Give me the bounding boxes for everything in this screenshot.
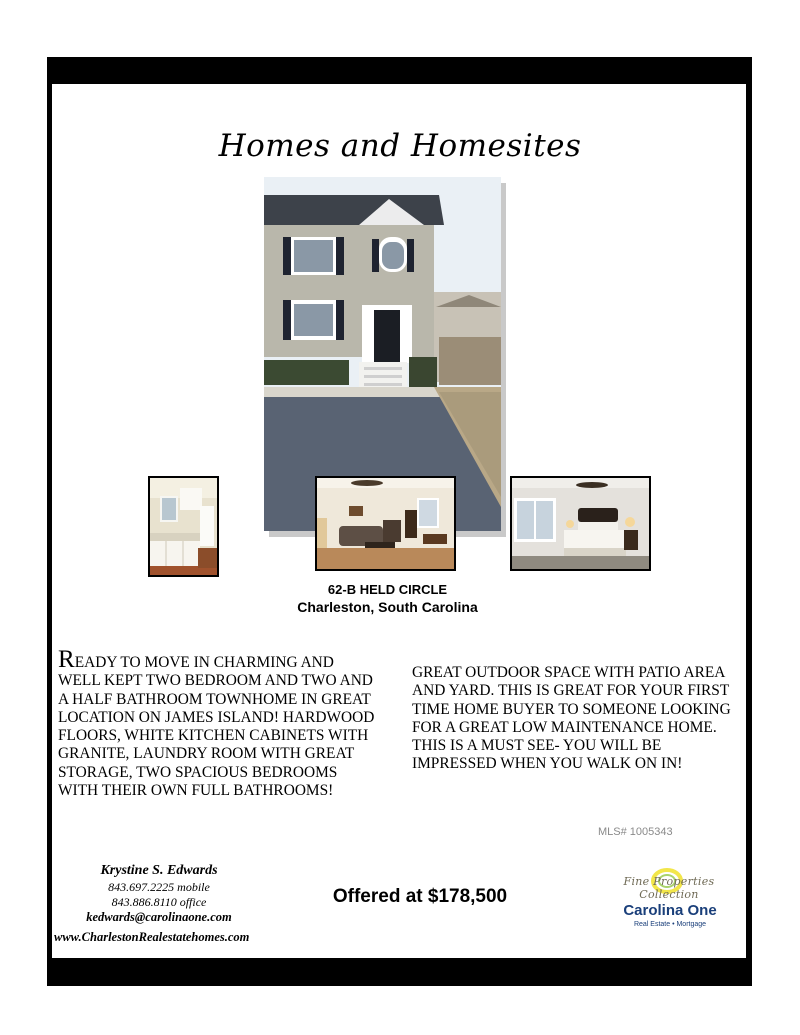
property-city-state: Charleston, South Carolina	[297, 599, 478, 615]
kitchen-photo	[148, 476, 219, 577]
bedroom-photo	[510, 476, 651, 571]
agent-name: Krystine S. Edwards	[100, 863, 218, 878]
collection-logo-text: Fine Properties Collection	[623, 875, 715, 901]
description-right: GREAT OUTDOOR SPACE WITH PATIO AREA AND YARD. THIS IS GREAT FOR YOUR FIRST TIME HOME BUYER TO SOMEONE LOOKING FOR A GREAT LOW MAINTENANCE HOME. THIS IS A MUST SEE- YOU WILL BE IMPRESSED WHEN YOU WALK ON IN!	[412, 664, 731, 773]
description-left-text: EADY TO MOVE IN CHARMING AND WELL KEPT TWO BEDROOM AND TWO AND A HALF BATHROOM TOWNHOME IN GREAT LOCATION ON JAMES ISLAND! HARDWOOD FLOORS, WHITE KITCHEN CABINETS WITH GRANITE, LAUNDRY ROOM WITH GREAT STORAGE, TWO SPACIOUS BEDROOMS WITH THEIR OWN FULL BATHROOMS!	[58, 654, 375, 800]
living-room-photo	[315, 476, 456, 571]
price: Offered at $178,500	[332, 886, 508, 907]
mls-number: MLS# 1005343	[598, 826, 673, 838]
brand-name: Carolina One	[623, 902, 717, 919]
agent-website: www.CharlestonRealestatehomes.com	[54, 930, 250, 944]
agent-mobile-phone: 843.697.2225 mobile	[108, 880, 210, 894]
agent-office-phone: 843.886.8110 office	[111, 895, 207, 909]
property-address: 62-B HELD CIRCLE	[327, 582, 448, 597]
flyer-title: Homes and Homesites	[218, 128, 582, 164]
agent-email: kedwards@carolinaone.com	[86, 910, 232, 924]
brand-tagline: Real Estate • Mortgage	[633, 921, 707, 928]
description-dropcap: R	[58, 646, 75, 673]
description-left	[58, 646, 378, 800]
